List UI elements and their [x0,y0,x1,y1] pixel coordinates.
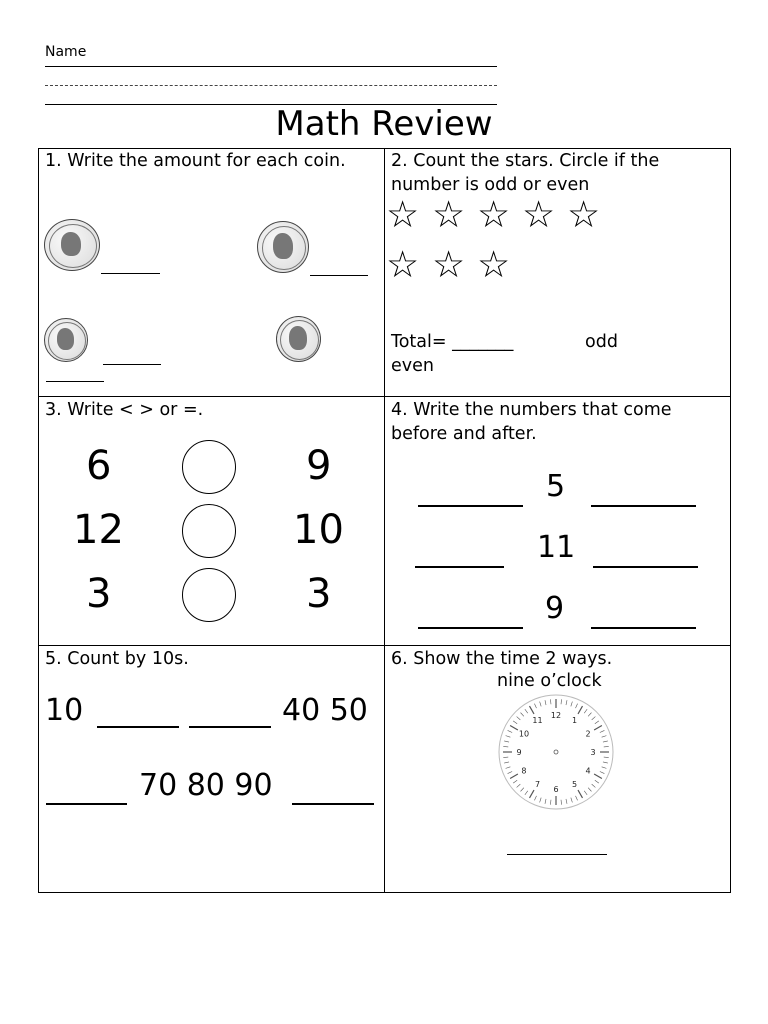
name-line[interactable] [45,66,497,67]
clock-face-icon[interactable] [497,693,615,811]
before-blank[interactable] [418,505,523,507]
nickel-answer-blank[interactable] [310,275,368,276]
compare-right-number: 3 [306,571,332,617]
total-label[interactable]: Total= _______ [391,332,514,352]
clock-number: 11 [532,715,543,725]
before-blank[interactable] [415,566,504,568]
clock-number: 8 [521,766,527,776]
star-icon: ☆ [386,243,420,286]
clock-number: 2 [585,729,591,739]
compare-left-number: 3 [86,571,112,617]
grid-row-divider-2 [38,645,731,646]
q4-prompt: 4. Write the numbers that come before and after. [391,400,672,444]
dime-answer-blank[interactable] [103,364,161,365]
compare-answer-circle[interactable] [182,504,236,558]
extra-answer-blank[interactable] [46,381,104,382]
clock-number: 4 [585,766,591,776]
clock-number: 5 [571,780,578,790]
even-option[interactable]: even [391,356,434,376]
star-icon: ☆ [477,243,511,286]
q2-prompt: 2. Count the stars. Circle if the number is odd or even [391,151,660,195]
compare-left-number: 12 [73,507,124,553]
count-middle-numbers: 70 80 90 [139,768,273,803]
before-blank[interactable] [418,627,523,629]
nickel-coin-image [257,221,309,273]
compare-answer-circle[interactable] [182,568,236,622]
penny-coin-image [276,316,321,362]
q1-prompt: 1. Write the amount for each coin. [45,151,346,171]
name-label: Name [45,44,87,60]
time-in-words: nine o’clock [497,671,602,691]
clock-number: 12 [550,711,562,720]
page-title: Math Review [275,104,493,144]
dime-coin-image [44,318,88,362]
quarter-answer-blank[interactable] [101,273,160,274]
digital-time-blank[interactable] [507,854,607,855]
count-blank[interactable] [97,726,179,728]
grid-row-divider-1 [38,396,731,397]
compare-answer-circle[interactable] [182,440,236,494]
middle-number: 5 [546,469,566,504]
star-icon: ☆ [567,193,601,236]
grid-vertical-divider [384,148,385,893]
quarter-coin-image [44,219,100,271]
star-icon: ☆ [522,193,556,236]
count-start-number: 10 [45,693,84,728]
odd-option[interactable]: odd [585,332,618,352]
middle-number: 11 [537,530,576,565]
star-icon: ☆ [386,193,420,236]
clock-number: 1 [571,715,578,725]
count-blank[interactable] [46,803,127,805]
star-icon: ☆ [432,193,466,236]
clock-number: 10 [518,729,530,739]
after-blank[interactable] [591,627,696,629]
clock-number: 7 [534,780,541,790]
after-blank[interactable] [591,505,696,507]
count-blank[interactable] [189,726,271,728]
compare-right-number: 9 [306,443,332,489]
star-icon: ☆ [477,193,511,236]
compare-left-number: 6 [86,443,112,489]
clock-number: 9 [516,748,522,757]
after-blank[interactable] [593,566,698,568]
count-blank[interactable] [292,803,374,805]
clock-number: 3 [590,748,596,757]
compare-right-number: 10 [293,507,344,553]
count-end-numbers: 40 50 [282,693,368,728]
q6-prompt: 6. Show the time 2 ways. [391,649,613,669]
q3-prompt: 3. Write < > or =. [45,400,204,420]
name-dashed-line [45,85,497,86]
clock-number: 6 [553,785,559,794]
star-icon: ☆ [432,243,466,286]
q5-prompt: 5. Count by 10s. [45,649,189,669]
middle-number: 9 [545,591,565,626]
